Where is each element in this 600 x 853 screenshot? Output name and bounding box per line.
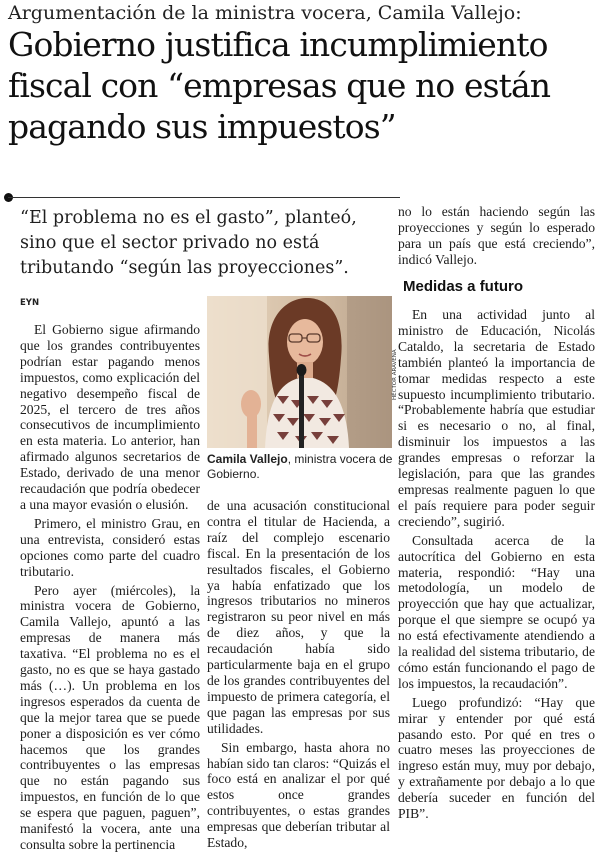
headline-line: pagando sus impuestos” [8,107,396,146]
column-3-top [398,204,595,268]
paragraph: Sin embargo, hasta ahora no habían sido tan claros: “Quizás el foco está en analizar el por qué estos once grandes contribuyentes, o estas grandes empresas que deberían tributar al Estado, [207,739,390,851]
caption-text: , ministra vocera de Gobierno. [207,452,393,481]
deck-line: sino que el sector privado no está [20,233,320,253]
photo-credit: HÉCTOR ARAVENA [392,349,398,400]
paragraph: Pero ayer (miércoles), la ministra vocera de Gobierno, Camila Vallejo, apuntó a las empresas de manera más taxativa. “El problema no es el gasto, no es que se haya gastado más (…). Un problema en los ingresos esperados da cuenta de que la mejor tarea que se puede poner a disposición es ver cómo hacemos que los grandes contribuyentes o las empresas que no están pagando sus impuestos, en función de lo que se espera que paguen, paguen”, manifestó la vocera, ante una consulta sobre la pertinencia [20,582,200,852]
paragraph: Luego profundizó: “Hay que mirar y entender por qué está pasando esto. Por qué en tres o cuatro meses las proyecciones de ingreso están muy, muy por debajo, y extrañamente por debajo a lo que debería suceder en función del PIB”. [398,694,595,822]
deck-line: “El problema no es el gasto”, planteó, [20,208,357,228]
kicker: Argumentación de la ministra vocera, Camila Vallejo: [8,2,522,24]
column-1 [20,322,200,853]
paragraph: El Gobierno sigue afirmando que los grandes contribuyentes podrían estar pagando menos impuestos, como explicación del negativo desempeño fiscal de 2025, el tercero de tres años consecutivos de incumplimiento en esta materia. Lo anterior, han afirmado algunos secretarios de Estado, derivado de una menor recaudación que podría obedecer a una mayor evasión o elusión. [20,322,200,512]
deck-divider [8,197,400,198]
column-2 [207,498,390,851]
paragraph: Primero, el ministro Grau, en una entrevista, consideró estas opciones como parte del cuadro tributario. [20,515,200,579]
headline-line: fiscal con “empresas que no están [8,66,551,105]
caption-name: Camila Vallejo [207,452,288,466]
paragraph: Consultada acerca de la autocrítica del Gobierno en esta materia, respondió: “Hay una metodología, un modelo de proyección que hay que actualizar, porque el que siempre se ocupó ya no está efectivamente atendiendo a la realidad del sistema tributario, de cómo están funcionando el pago de los impuestos, la recaudación”. [398,532,595,691]
photo [207,296,392,448]
paragraph: no lo están haciendo según las proyecciones y según lo esperado para un país que está creciendo”, indicó Vallejo. [398,204,595,267]
paragraph: de una acusación constitucional contra el titular de Hacienda, a raíz del complejo escenario fiscal. En la presentación de los resultados fiscales, el Gobierno ya había enfatizado que los ingresos tributarios no mineros registraron su peor nivel en más de diez años, y que la recaudación había sido particularmente baja en el grupo de los grandes contribuyentes del impuesto de primera categoría, el que pagan las empresas por sus utilidades. [207,498,390,736]
deck [20,206,398,281]
photo-illustration [207,296,392,448]
photo-caption [207,452,393,482]
headline-line: Gobierno justifica incumplimiento [8,25,548,64]
paragraph: En una actividad junto al ministro de Educación, Nicolás Cataldo, la secretaria de Estado también planteó la importancia de tomar medidas respecto a este supuesto incumplimiento tributario. “Probablemente habría que estudiar si es necesario o no, al final, disminuir los impuestos a las grandes empresas o reforzar la legislación, para que las grandes empresas realmente paguen lo que el país requiere para poder seguir creciendo”, sugirió. [398,307,595,529]
byline: EYN [20,298,40,308]
headline [8,24,596,147]
subheading: Medidas a futuro [403,278,524,295]
column-3 [398,307,595,822]
deck-line: tributando “según las proyecciones”. [20,258,349,278]
